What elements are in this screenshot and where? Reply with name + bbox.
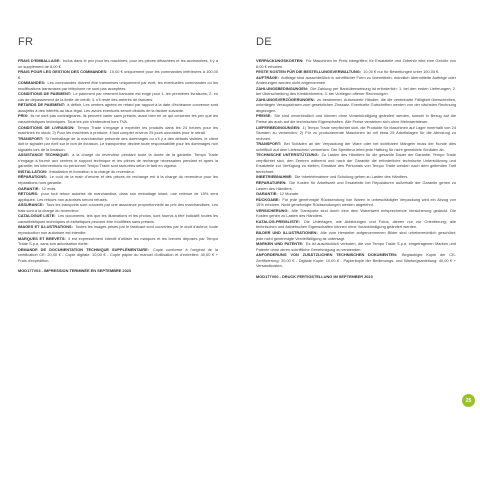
term-label: TRANSPORT: [18,135,44,141]
term-label: CATALOGUE LISTE: [18,213,56,219]
term-label: CONDITIONS DE LIVRAISON: [18,124,75,130]
terms-paragraph [256,141,456,152]
term-text: Copie conforme à l'original de la certification CE: 20,00 € - Copie digitale: 10,00 € - Copie papier du manuel d'utilisation et d'entretien: 40,00 € + Frais d'expédition. [18,246,218,263]
terms-paragraph [18,136,218,153]
terms-paragraph [18,91,218,102]
terms-paragraph [18,69,218,80]
term-text: Die Inbetriebnahme und Schulung gehen zu Lasten des Händlers. [294,174,409,180]
term-text: 12 mois. [41,185,57,191]
page-number-badge: 25 [462,394,475,407]
term-label: FRAIS POUR LES GESTION DES COMMANDES: [18,69,108,75]
terms-paragraph [18,152,218,169]
term-label: IMAGES ET ILLUSTRATIONS: [18,224,73,230]
terms-paragraph [18,58,218,69]
terms-paragraph [256,125,456,142]
term-label: CONDITIONS DE PAIEMENT: [18,91,72,97]
term-label: AUFTRÄGE: [256,74,279,80]
term-text: à la charge du revendeur pendant toute la durée de la garantie. Tempo Trade s'engage à fournir aux centres le support technique et les pièces de rechange nécessaires pendant et après la garantie; les interventions du personnel Tempo Trade sont facturées selon le tarif en vigueur. [18,152,219,169]
language-heading-fr: FR [18,36,34,48]
term-label: RETARDS DE PAIEMENT: [18,102,66,108]
term-text: ils ne sont pas contraignants, ils peuvent varier sans préavis, aussi bien en ce qui concerne les prix que les caractéristiques techniques. Tous les prix s'entendent hors TVA. [18,113,218,125]
term-label: GARANTIE: [18,185,40,191]
term-label: ASSURANCE: [18,202,44,208]
term-text: Si l'emballage de la marchandise présente des dommages ou s'il y a des défauts visibles, le client doit le signaler par écrit sur le bon de livraison. Le transporteur décline toute responsabilité pour les dommages non signalés lors de la livraison. [18,135,218,152]
term-text: Bei Schäden an der Verpackung der Ware oder bei sichtbaren Mängeln muss der Kunde dies schriftlich auf dem Lieferschein vermerken. Der Spediteur lehnt jede Haftung für nicht gemeldete Schäden ab. [256,141,456,152]
term-text: Sie sind unverbindlich und können ohne Vorankündigung geändert werden, sowohl in Bezug auf die Preise als auch auf die technischen Eigenschaften. Alle Preise verstehen sich ohne Mehrwertsteuer. [256,113,456,125]
term-label: MARKEN UND PATENTE: [256,241,304,247]
term-label: GARANTIE: [256,191,278,197]
term-text: Für jede genehmigte Rücksendung von Waren in unbeschädigter Verpackung wird ein Abzug von 15% erhoben. Nicht genehmigte Rücksendungen werden abgelehnt. [256,196,456,208]
terms-paragraph [256,197,456,208]
terms-paragraph [18,224,218,235]
terms-paragraph [256,241,456,252]
term-label: KATALOG-PREISLISTE: [256,218,300,224]
term-text: Les commandes doivent être transmises uniquement par écrit; les éventuelles commandes ou les modifications transmises par téléphone ne sont pas acceptées. [18,80,218,91]
term-label: COMMANDES: [18,80,46,86]
terms-paragraph [18,247,218,264]
term-text: Tous les transports sont couverts par une assurance proportionnelle au prix des marchandises. Les frais sont à la charge du revendeur. [18,202,218,213]
terms-column-fr [18,58,218,274]
term-text: 12 Monate. [279,191,300,197]
term-text: inclus dans le prix pour les machines; pour les pièces détachées et les accessoires, il y a un supplément de 8,00 €. [18,58,218,69]
term-text: zu bestimmen. Autorisierte Händler, die die vereinbarte Fälligkeit überschreiten, unterliegen Verzugszinsen zum gesetzlichen Zinssatz. Eventuelle Gutschriften werden von der nächsten Rechnung abgezogen. [256,96,456,113]
terms-paragraph [18,236,218,247]
term-text: Alle Transporte sind durch eine dem Warenwert entsprechende Versicherung gedeckt. Die Kosten gehen zu Lasten des Händlers. [256,207,456,219]
term-label: RETOURS: [18,191,39,197]
term-text: Le coût de la main d'œuvre et des pièces de rechange est à la charge du revendeur pour les réparations hors garantie. [18,174,218,186]
document-footer: MOD177V00 - DRUCK FERTIGSTELLUNG IM SEPTEMBER 2023 [256,273,373,279]
term-label: FESTE KOSTEN FÜR DIE BESTELLUNGSVERWALTUNG: [256,69,362,75]
term-label: LIEFERBEDINGUNGEN: [256,124,301,130]
term-text: Beglaubigte Kopie der CE-Zertifizierung: 20,00 € - Digitale Kopie: 10,00 € - Papierkopie der Bedienungs- und Wartungsanleitung: 40,00 € + Versandkosten. [256,252,456,269]
term-text: Alle vom Hersteller aufgenommenen Bilder sind urheberrechtlich geschützt; jede nicht genehmigte Vervielfältigung ist untersagt. [256,229,456,241]
term-label: TRANSPORT: [256,141,282,147]
terms-paragraph [256,75,456,86]
term-text: pour tout retour autorisé de marchandise, dans son emballage intact, une retenue de 15% sera appliquée. Les retours non autorisés seront refusés. [18,191,218,202]
term-text: Les documents, tels que les illustrations et les photos, sont fournis à titre indicatif; toutes les caractéristiques techniques et esthétiques peuvent être modifiées sans préavis. [18,213,218,224]
term-label: ZAHLUNGSVERZÖGERUNGEN: [256,96,315,102]
term-label: VERSICHERUNG: [256,207,289,213]
term-label: PREISE: [256,113,272,119]
term-text: Aufträge sind ausschließlich in schriftlicher Form zu übermitteln; mündlich übermittelte Aufträge oder Änderungen werden nicht angenommen. [256,74,456,86]
term-text: 1) Tempo Trade verpflichtet sich, die Produkte für Maschinen auf Lager innerhalb von 24 Stunden zu versenden; 2) Für zu produzierende Maschinen ist mit etwa 25 Arbeitstagen für die Abholung zu rechnen. [256,124,456,141]
term-label: ASSISTANCE TECHNIQUE: [18,152,70,158]
terms-paragraph [18,174,218,185]
term-text: à définir. Les centres agréés en retard par rapport à la date d'échéance convenue sont assujettis à des intérêts au taux légal. Les avoirs éventuels seront déduits de la facture suivante. [18,102,218,113]
terms-paragraph [18,213,218,224]
term-label: RÉPARATIONS: [18,174,48,180]
terms-paragraph [18,125,218,136]
term-text: Le paiement par virement bancaire est exigé pour 1. les premières livraisons; 2. en cas de dépassement de la limite de crédit; 3. s'il reste des arriérés de factures. [18,91,219,102]
term-text: Die Unterlagen, wie Abbildungen und Fotos, dienen nur zur Orientierung; alle technischen und ästhetischen Eigenschaften können ohne Vorankündigung geändert werden. [256,218,456,230]
term-text: Toutes les images prises par le fabricant sont couvertes par le droit d'auteur; toute reproduction non autorisée est interdite. [18,224,218,235]
term-label: MARQUES ET BREVETS: [18,235,66,241]
term-label: ANFORDERUNG VON ZUSÄTZLICHEN TECHNISCHEN DOKUMENTEN: [256,252,398,258]
term-label: RÜCKGABE: [256,196,280,202]
document-footer: MOD177V04 - IMPRESSION TERMINÉE EN SEPTEMBRE 2023 [18,268,132,274]
terms-paragraph [18,113,218,124]
terms-paragraph [18,202,218,213]
term-text: Die Zahlung per Banküberweisung ist erforderlich: 1. bei den ersten Lieferungen; 2. bei Überschreitung des Kreditrahmens; 3. bei Vorliegen offener Rechnungen. [256,85,456,97]
term-label: PRIX: [18,113,29,119]
term-text: Tempo Trade s'engage à expédier les produits dans les 24 heures pour les machines en stock; 2) Pour les machines à produire, il faut compter environ 25 jours ouvrables pour le retrait. [18,124,218,136]
term-text: 10,00 € uniquement pour les commandes inférieures à 100,00 €. [18,69,218,80]
terms-paragraph [18,191,218,202]
term-label: REPARATUREN: [256,180,287,186]
term-text: Installation et formation à la charge du revendeur. [49,168,135,174]
terms-paragraph [18,80,218,91]
term-text: 10,00 € nur für Bestellungen unter 100,00 €. [363,69,440,75]
terms-paragraph [18,102,218,113]
term-label: BILDER UND ILLUSTRATIONEN: [256,229,318,235]
terms-paragraph [256,230,456,241]
terms-paragraph [256,219,456,230]
term-text: Zu Lasten des Händlers für die gesamte Dauer der Garantie. Tempo Trade verpflichtet sich, den Zentren während und nach der Garantie die erforderliche technische Unterstützung und Ersatzteile zur Verfügung zu stellen; Einsätze des Personals von Tempo Trade werden nach dem geltenden Tarif berechnet. [256,152,456,174]
terms-paragraph [256,58,456,69]
terms-paragraph [256,86,456,97]
terms-paragraph [256,97,456,114]
term-label: FRAIS D'EMBALLAGE: [18,58,61,63]
term-text: Für Maschinen im Preis inbegriffen; für Ersatzteile und Zubehör wird eine Gebühr von 8,00 € erhoben. [256,58,456,69]
language-heading-de: DE [256,36,272,48]
term-text: Es ist ausdrücklich verboten, die von Tempo Trade S.p.a. eingetragenen Marken und Patente ohne deren schriftliche Genehmigung zu verwenden. [256,241,456,252]
terms-paragraph [256,152,456,174]
term-label: TECHNISCHE UNTERSTÜTZUNG: [256,152,319,158]
terms-paragraph [256,252,456,269]
term-text: Il est expressément interdit d'utiliser les marques et les brevets déposés par Tempo Trade S.p.a. sans son autorisation écrite. [18,235,218,247]
terms-paragraph [256,113,456,124]
term-label: VERPACKUNGSKOSTEN: [256,58,304,63]
terms-paragraph [256,208,456,219]
term-label: INSTALLATION: [18,168,48,174]
term-text: Die Kosten für Arbeitszeit und Ersatzteile bei Reparaturen außerhalb der Garantie gehen zu Lasten des Händlers. [256,180,456,191]
term-label: ZAHLUNGSBEDINGUNGEN: [256,85,309,91]
terms-paragraph [256,180,456,191]
term-label: INBETRIEBNAHME: [256,174,293,180]
term-label: DEMANDE DE DOCUMENTATION TECHNIQUE SUPPLÉMENTAIRE: [18,246,149,252]
terms-column-de [256,58,456,279]
